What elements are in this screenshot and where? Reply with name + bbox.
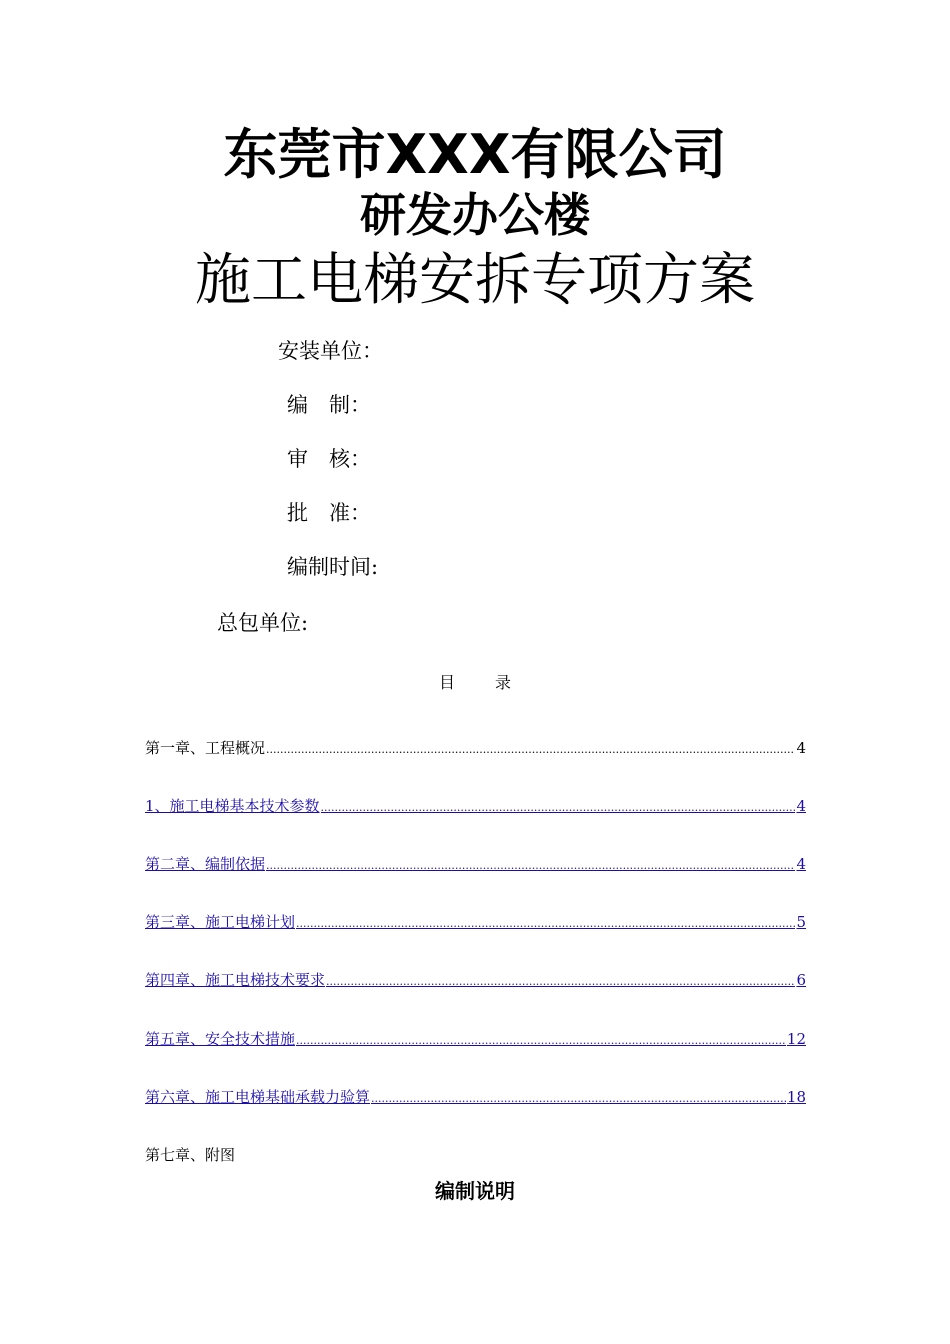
toc-entry-link[interactable] (145, 855, 806, 875)
toc-leader-dots[interactable] (321, 797, 796, 817)
section-heading: 编制说明 (435, 1179, 515, 1203)
toc-entry-link[interactable] (145, 1088, 806, 1108)
toc-entry-page: 4 (796, 739, 806, 757)
compiler-label: 编 制： (287, 393, 371, 417)
approver-label: 批 准： (287, 501, 371, 525)
toc-entry-text[interactable]: 1、施工电梯基本技术参数 (145, 797, 320, 815)
toc-entry (145, 739, 806, 759)
toc-entry-text[interactable]: 第二章、编制依据 (145, 855, 266, 873)
toc-leader-dots[interactable] (266, 855, 795, 875)
toc-entry-page[interactable]: 4 (796, 855, 806, 873)
toc-entry-text[interactable]: 第六章、施工电梯基础承载力验算 (145, 1088, 371, 1106)
toc-entry-text[interactable]: 第三章、施工电梯计划 (145, 913, 296, 931)
install-unit-label: 安装单位： (278, 339, 383, 363)
reviewer-label: 审 核： (287, 447, 371, 471)
toc-leader-dots[interactable] (371, 1088, 786, 1108)
toc-entry (145, 1146, 806, 1164)
toc-entry-text: 第七章、附图 (145, 1146, 236, 1164)
toc-entry-page[interactable]: 6 (796, 971, 806, 989)
toc-heading (0, 670, 950, 693)
toc-entry-text[interactable]: 第四章、施工电梯技术要求 (145, 971, 326, 989)
toc-entry-page[interactable]: 5 (796, 913, 806, 931)
toc-entry-link[interactable] (145, 971, 806, 991)
toc-entry-page[interactable]: 4 (796, 797, 806, 815)
toc-entry-text: 第一章、工程概况 (145, 739, 266, 757)
toc-entry-text[interactable]: 第五章、安全技术措施 (145, 1030, 296, 1048)
toc-leader-dots[interactable] (296, 913, 795, 933)
toc-leader-dots[interactable] (326, 971, 795, 991)
toc-entry-page[interactable]: 18 (786, 1088, 806, 1106)
compile-time-label: 编制时间: (287, 555, 379, 579)
toc-heading-left: 目 (438, 673, 455, 692)
toc-leader-dots (266, 739, 795, 759)
toc-entry-link[interactable] (145, 1030, 806, 1050)
document-title-plan: 施工电梯安拆专项方案 (195, 248, 755, 313)
toc-leader-dots[interactable] (296, 1030, 786, 1050)
document-title-company: 东莞市XXX有限公司 (223, 123, 727, 186)
toc-entry-link[interactable] (145, 797, 806, 817)
general-contractor-label: 总包单位: (217, 611, 309, 635)
document-title-building: 研发办公楼 (360, 188, 590, 242)
toc-heading-right: 录 (495, 673, 512, 692)
toc-entry-link[interactable] (145, 913, 806, 933)
toc-entry-page[interactable]: 12 (786, 1030, 806, 1048)
